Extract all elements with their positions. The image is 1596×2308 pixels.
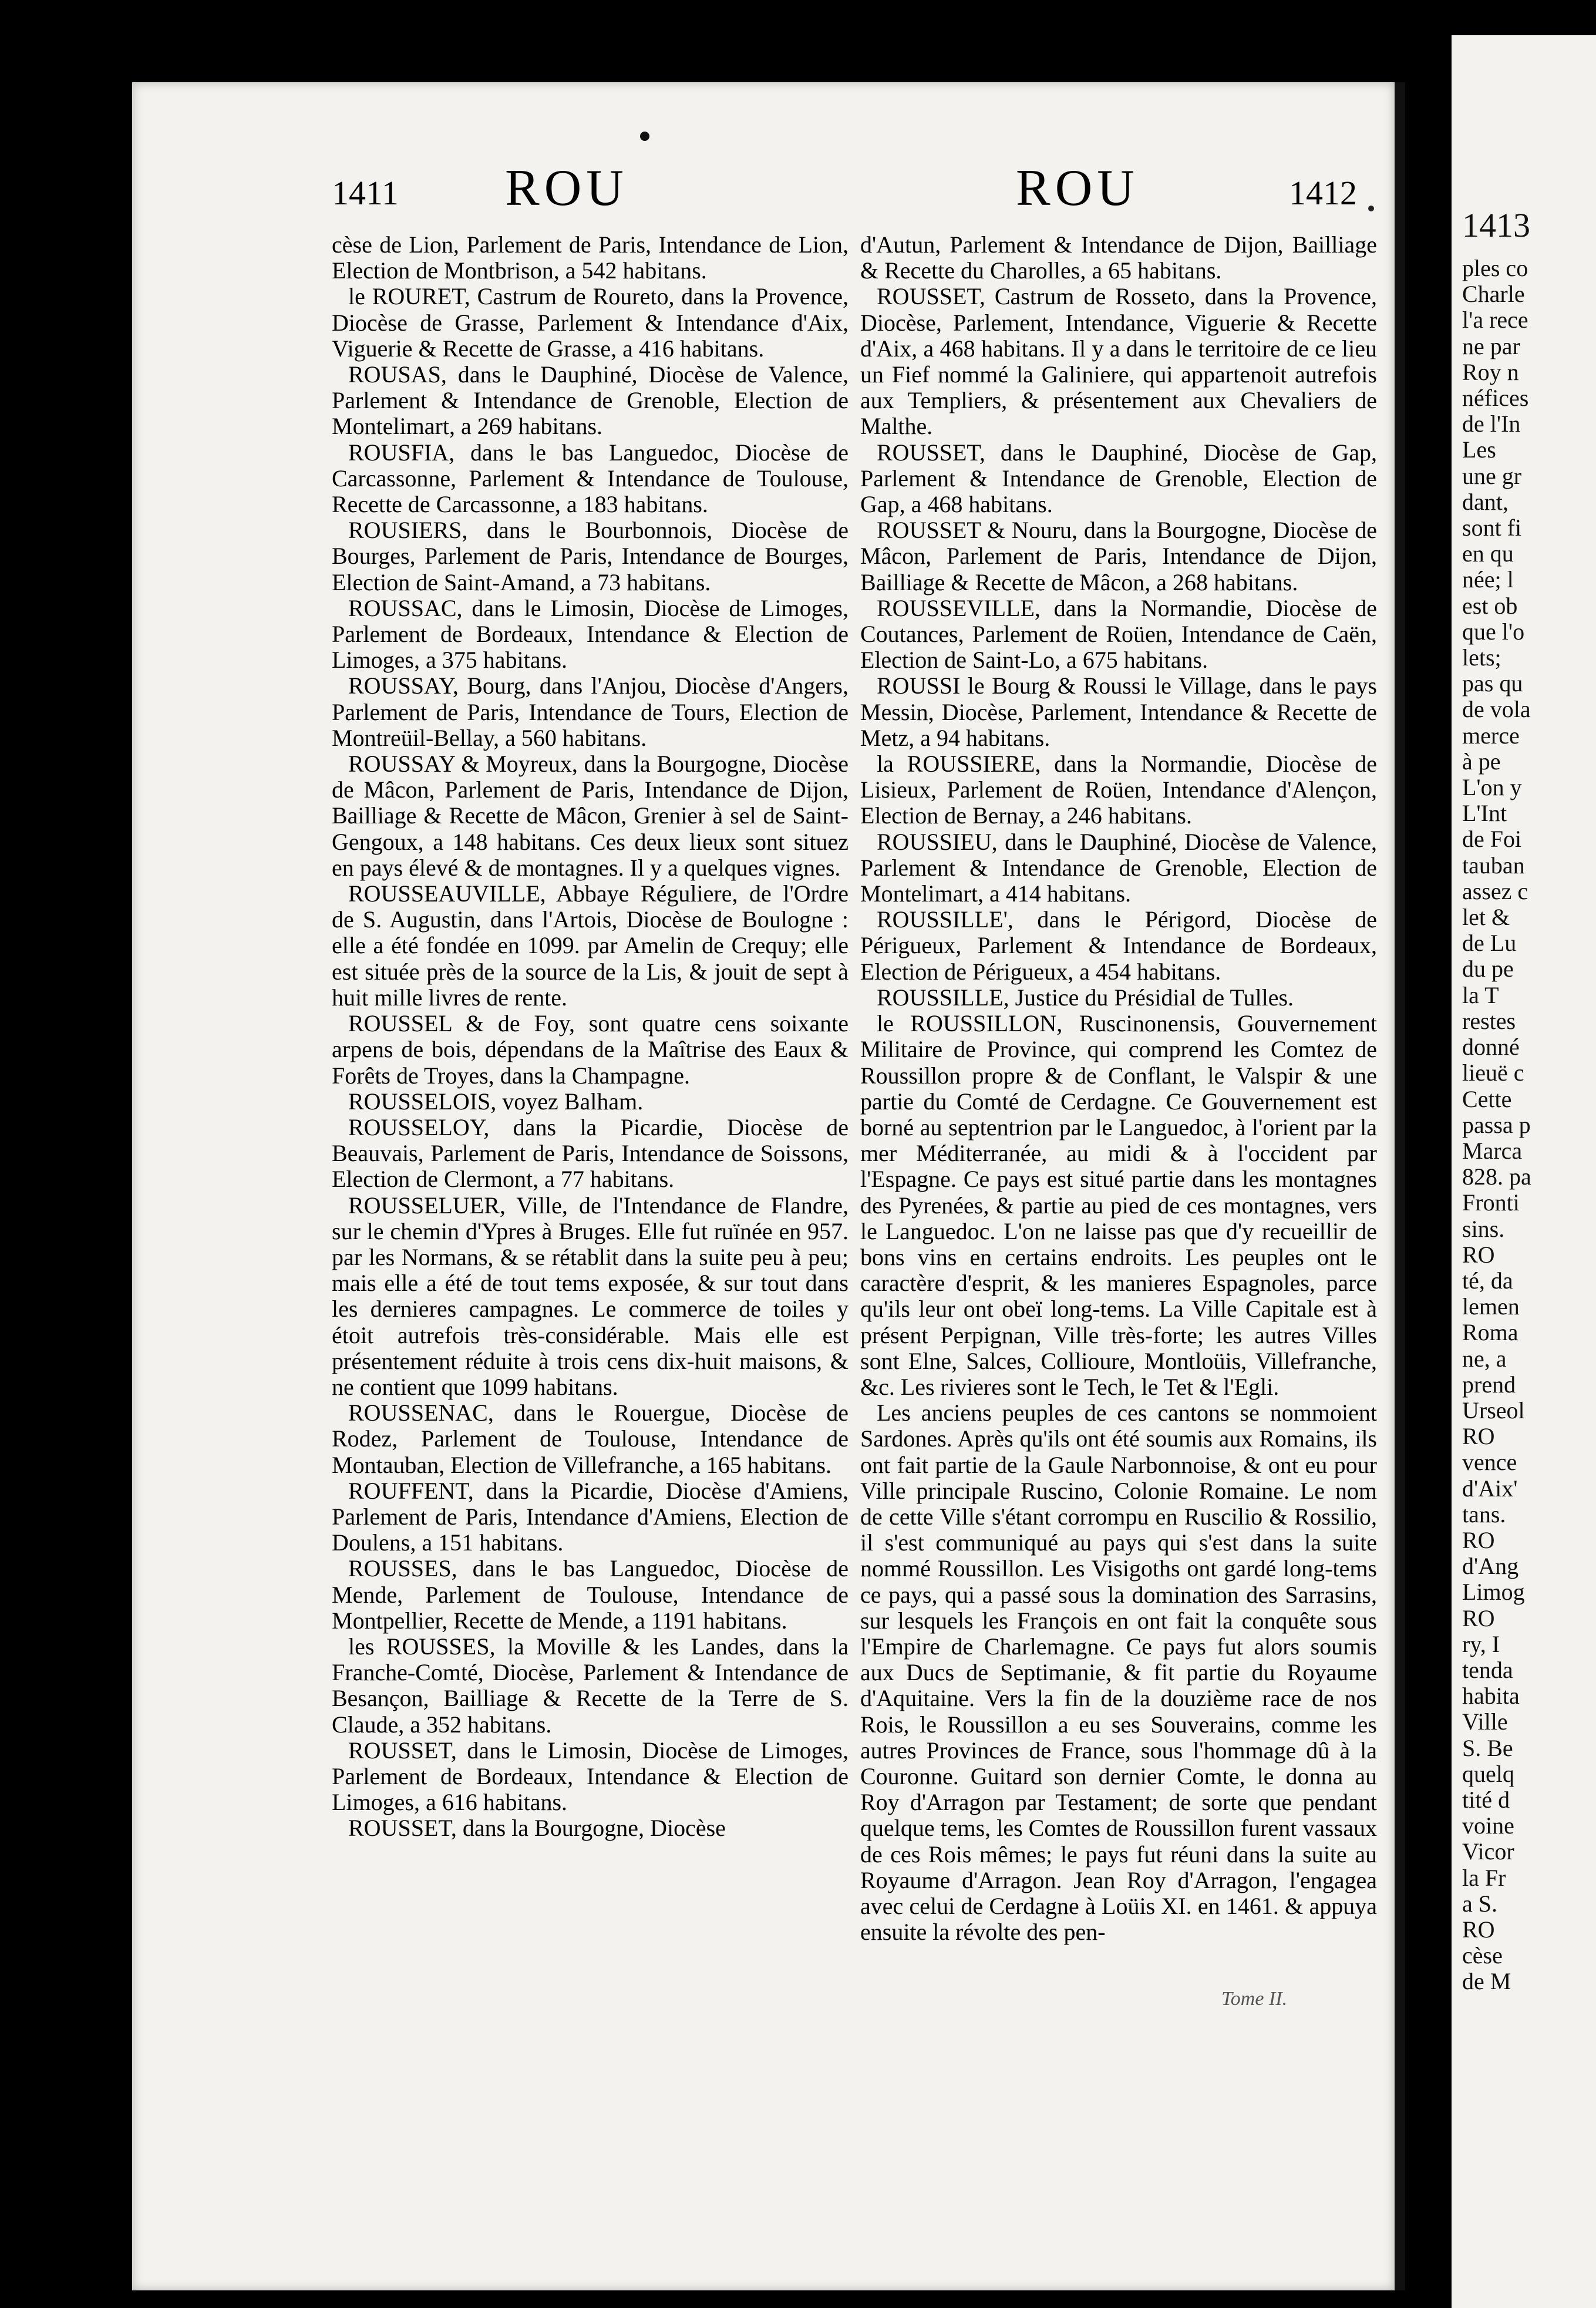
dictionary-entry: le ROURET, Castrum de Roureto, dans la Provence, Diocèse de Grasse, Parlement & Intendance d'Aix, Viguerie & Recette de Grasse, a 416 habitans. [332,283,848,362]
fragment-line: L'on y [1462,775,1522,801]
ink-dot-small [1368,206,1374,211]
fragment-line: sont fi [1462,515,1522,541]
fragment-line: tauban [1462,852,1525,879]
fragment-line: assez c [1462,878,1528,904]
dictionary-entry: ROUSSEL & de Foy, sont quatre cens soixante arpens de bois, dépendans de la Maîtrise des Eaux & Forêts de Troyes, dans la Champagne. [332,1010,848,1089]
next-page-number: 1413 [1462,206,1530,244]
dictionary-entry: ROUFFENT, dans la Picardie, Diocèse d'Amiens, Parlement de Paris, Intendance d'Amiens, Election de Doulens, a 151 habitans. [332,1477,848,1556]
fragment-line: ne par [1462,333,1520,359]
fragment-line: néfices [1462,385,1529,412]
dictionary-entry: ROUSSAY & Moyreux, dans la Bourgogne, Diocèse de Mâcon, Parlement de Paris, Intendance de Dijon, Bailliage & Recette de Mâcon, Grenier à sel de Saint-Gengoux, a 148 habitans. Ces deux lieux sont situez en pays élevé & de montagnes. Il y a quelques vignes. [332,751,848,881]
fragment-line: RO [1462,1242,1495,1268]
fragment-line: prend [1462,1371,1516,1398]
dictionary-entry: ROUSSEVILLE, dans la Normandie, Diocèse de Coutances, Parlement de Roüen, Intendance de Caën, Election de Saint-Lo, a 675 habitans. [860,594,1377,674]
ink-dot [640,132,649,141]
fragment-line: tenda [1462,1657,1513,1683]
dictionary-entry: ROUSSIEU, dans le Dauphiné, Diocèse de Valence, Parlement & Intendance de Grenoble, Election de Montelimart, a 414 habitans. [860,828,1377,907]
fragment-line: Cette [1462,1086,1512,1112]
dictionary-entry: ROUSSAY, Bourg, dans l'Anjou, Diocèse d'Angers, Parlement de Paris, Intendance de Tours, Election de Montreüil-Bellay, a 560 habitans. [332,672,848,751]
fragment-line: Roy n [1462,359,1519,385]
fragment-line: sins. [1462,1216,1505,1242]
dictionary-entry: ROUSFIA, dans le bas Languedoc, Diocèse de Carcassonne, Parlement & Intendance de Toulouse, Recette de Carcassonne, a 183 habitans. [332,439,848,518]
fragment-line: Marca [1462,1138,1523,1164]
dictionary-entry: ROUSAS, dans le Dauphiné, Diocèse de Valence, Parlement & Intendance de Grenoble, Election de Montelimart, a 269 habitans. [332,361,848,440]
fragment-line: RO [1462,1605,1495,1631]
fragment-line: du pe [1462,956,1514,983]
fragment-line: RO [1462,1424,1495,1450]
fragment-line: que l'o [1462,618,1525,645]
fragment-line: lemen [1462,1294,1520,1320]
fragment-line: pas qu [1462,671,1523,697]
fragment-line: de vola [1462,697,1531,723]
dictionary-entry: ROUSSEAUVILLE, Abbaye Réguliere, de l'Ordre de S. Augustin, dans l'Artois, Diocèse de Boulogne : elle a été fondée en 1099. par Amelin de Crequy; elle est située près de la source de la Lis, & jouit de sept à huit mille livres de rente. [332,880,848,1011]
next-page-fragment [1452,35,1596,2308]
dictionary-entry: ROUSSET & Nouru, dans la Bourgogne, Diocèse de Mâcon, Parlement de Paris, Intendance de Dijon, Bailliage & Recette de Mâcon, a 268 habitans. [860,517,1377,595]
fragment-line: à pe [1462,748,1501,775]
fragment-line: RO [1462,1917,1495,1943]
fragment-line: la Fr [1462,1865,1506,1891]
fragment-line: en qu [1462,541,1514,567]
dictionary-entry: ROUSSENAC, dans le Rouergue, Diocèse de Rodez, Parlement de Toulouse, Intendance de Montauban, Election de Villefranche, a 165 habitans. [332,1399,848,1478]
dictionary-entry: ROUSSAC, dans le Limosin, Diocèse de Limoges, Parlement de Bordeaux, Intendance & Election de Limoges, a 375 habitans. [332,594,848,674]
dictionary-entry: ROUSSELOIS, voyez Balham. [348,1088,644,1115]
fragment-line: L'Int [1462,800,1507,827]
right-running-head: ROU [1016,160,1139,217]
dictionary-entry: ROUSSILLE, Justice du Présidial de Tulles. [877,984,1294,1011]
fragment-line: 828. pa [1462,1164,1531,1190]
fragment-line: quelq [1462,1761,1514,1787]
fragment-line: Charle [1462,281,1525,308]
fragment-line: té, da [1462,1267,1513,1294]
fragment-line: Limog [1462,1579,1525,1606]
fragment-line: cèse [1462,1943,1503,1969]
fragment-line: S. Be [1462,1735,1513,1761]
fragment-line: Ville [1462,1709,1508,1735]
right-page-number: 1412 [1289,174,1357,212]
fragment-line: vence [1462,1449,1517,1476]
fragment-line: passa p [1462,1112,1531,1138]
dictionary-entry: ROUSSILLE', dans le Périgord, Diocèse de Périgueux, Parlement & Intendance de Bordeaux, Election de Périgueux, a 454 habitans. [860,906,1377,985]
fragment-line: de Foi [1462,826,1522,853]
left-column [332,232,848,1842]
fragment-line: Fronti [1462,1190,1520,1216]
dictionary-entry: ROUSSET, Castrum de Rosseto, dans la Provence, Diocèse, Parlement, Intendance, Viguerie & Recette d'Aix, a 468 habitans. Il y a dans le territoire de ce lieu un Fief nommé la Galiniere, qui appartenoit autrefois aux Templiers, & présentement aux Chevaliers de Malthe. [860,283,1377,440]
fragment-line: a S. [1462,1890,1497,1917]
fragment-line: merce [1462,722,1520,749]
fragment-line: de l'In [1462,411,1521,438]
dictionary-entry: ROUSSET, dans le Limosin, Diocèse de Limoges, Parlement de Bordeaux, Intendance & Election de Limoges, a 616 habitans. [332,1737,848,1816]
gutter [1395,82,1405,2290]
fragment-line: voine [1462,1813,1514,1839]
fragment-line: restes [1462,1008,1516,1034]
dictionary-entry: la ROUSSIERE, dans la Normandie, Diocèse de Lisieux, Parlement de Roüen, Intendance d'Alençon, Election de Bernay, a 246 habitans. [860,751,1377,829]
dictionary-entry: ROUSSES, dans le bas Languedoc, Diocèse de Mende, Parlement de Toulouse, Intendance de Montpellier, Recette de Mende, a 1191 habitans. [332,1555,848,1634]
left-running-head: ROU [505,160,628,217]
continued-entry: cèse de Lion, Parlement de Paris, Intendance de Lion, Election de Montbrison, a 542 habitans. [332,231,848,284]
continued-entry: d'Autun, Parlement & Intendance de Dijon, Bailliage & Recette du Charolles, a 65 habitans. [860,231,1377,284]
dictionary-entry: ROUSSET, dans le Dauphiné, Diocèse de Gap, Parlement & Intendance de Grenoble, Election de Gap, a 468 habitans. [860,439,1377,518]
fragment-line: lets; [1462,645,1501,671]
right-column [860,232,1377,1945]
fragment-line: Urseol [1462,1397,1525,1424]
fragment-line: ne, a [1462,1345,1507,1372]
dictionary-entry: ROUSSET, dans la Bourgogne, Diocèse [348,1815,726,1842]
fragment-line: Les [1462,437,1496,463]
fragment-line: de M [1462,1969,1511,1995]
fragment-line: l'a rece [1462,307,1528,334]
dictionary-entry: le ROUSSILLON, Ruscinonensis, Gouvernement Militaire de Province, qui comprend les Comtez de Roussillon propre & de Conflant, le Valspir & une partie du Comté de Cerdagne. Ce Gouvernement est borné au septentrion par le Languedoc, à l'orient par la mer Méditerranée, au midi & à l'occident par l'Espagne. Ce pays est situé partie dans les montagnes des Pyrenées, & partie au pied de ces montagnes, vers le Languedoc. L'on ne laisse pas que d'y recueillir de bons vins en certains endroits. Les peuples ont le caractère d'esprit, & les manieres Espagnoles, parce qu'ils leur ont obeï long-tems. La Ville Capitale est à présent Perpignan, Ville très-forte; les autres Villes sont Elne, Salces, Collioure, Montloüis, Villefranche, &c. Les rivieres sont le Tech, le Tet & l'Egli. [860,1010,1377,1400]
fragment-line: Vicor [1462,1839,1514,1865]
fragment-line: ples co [1462,255,1528,281]
fragment-line: dant, [1462,489,1509,515]
fragment-line: let & [1462,904,1510,931]
fragment-line: donné [1462,1034,1520,1061]
fragment-line: RO [1462,1527,1495,1553]
fragment-line: d'Aix' [1462,1475,1518,1502]
fragment-line: de Lu [1462,930,1517,957]
dictionary-entry: Les anciens peuples de ces cantons se nommoient Sardones. Après qu'ils ont été soumis aux Romains, ils ont fait partie de la Gaule Narbonnoise, & ont eu pour Ville principale Ruscino, Colonie Romaine. Le nom de cette Ville s'étant corrompu en Ruscilio & Rossilio, il s'est communiqué au pays qui s'est dans la suite nommé Roussillon. Les Visigoths ont gardé long-tems ce pays, qui a passé sous la domination des Sarrasins, sur lesquels les François en ont fait la conquête sous l'Empire de Charlemagne. Ce pays fut alors soumis aux Ducs de Septimanie, & fit partie du Royaume d'Aquitaine. Vers la fin de la douzième race de nos Rois, le Roussillon a eu ses Souverains, comme les autres Provinces de France, sous l'hommage dû à la Couronne. Guitard son dernier Comte, le donna au Roy d'Arragon par Testament; de sorte que pendant quelque tems, les Comtes de Roussillon furent vassaux de ces Rois mêmes; le pays fut réuni dans la suite au Royaume d'Arragon. Jean Roy d'Arragon, l'engagea avec celui de Cerdagne à Loüis XI. en 1461. & appuya ensuite la révolte des pen- [860,1399,1377,1946]
dictionary-entry: ROUSSELOY, dans la Picardie, Diocèse de Beauvais, Parlement de Paris, Intendance de Soissons, Election de Clermont, a 77 habitans. [332,1113,848,1193]
dictionary-entry: ROUSIERS, dans le Bourbonnois, Diocèse de Bourges, Parlement de Paris, Intendance de Bourges, Election de Saint-Amand, a 73 habitans. [332,517,848,595]
fragment-line: la T [1462,982,1499,1008]
dictionary-entry: les ROUSSES, la Moville & les Landes, dans la Franche-Comté, Diocèse, Parlement & Intendance de Besançon, Bailliage & Recette de la Terre de S. Claude, a 352 habitans. [332,1633,848,1738]
fragment-line: une gr [1462,463,1522,489]
fragment-line: d'Ang [1462,1553,1519,1580]
fragment-line: ry, I [1462,1631,1500,1657]
next-page-text [1452,255,1596,1995]
fragment-line: Roma [1462,1320,1518,1346]
fragment-line: est ob [1462,593,1518,619]
fragment-line: tité d [1462,1786,1510,1813]
dictionary-entry: ROUSSI le Bourg & Roussi le Village, dans le pays Messin, Diocèse, Parlement, Intendance & Recette de Metz, a 94 habitans. [860,672,1377,751]
dictionary-entry: ROUSSELUER, Ville, de l'Intendance de Flandre, sur le chemin d'Ypres à Bruges. Elle fut ruïnée en 957. par les Normans, & se rétablit dans la suite peu à peu; mais elle a été de tout tems exposée, & sur tout dans les dernieres campagnes. Le commerce de toiles y étoit autrefois très-considérable. Mais elle est présentement réduite à trois cens dix-huit maisons, & ne contient que 1099 habitans. [332,1192,848,1400]
fragment-line: tans. [1462,1501,1506,1528]
left-page-number: 1411 [332,174,399,212]
fragment-line: habita [1462,1683,1520,1710]
signature-mark: Tome II. [1221,1988,1288,2010]
fragment-line: lieuë c [1462,1060,1524,1086]
fragment-line: née; l [1462,567,1514,593]
